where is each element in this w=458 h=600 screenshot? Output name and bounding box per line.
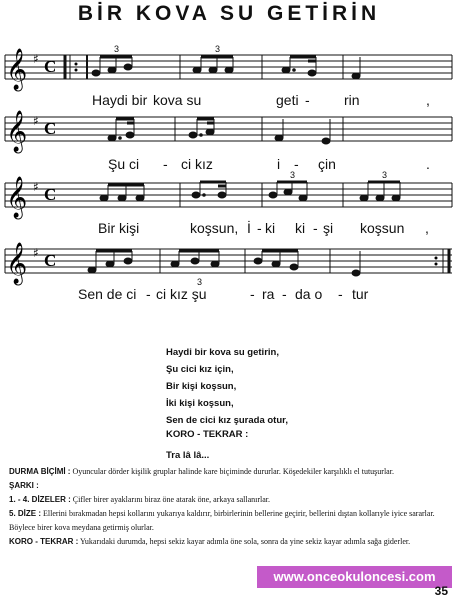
koro-tekrar-label: KORO - TEKRAR :: [9, 537, 79, 546]
treble-clef-icon: [6, 48, 27, 91]
syllable: -: [250, 286, 255, 302]
syllable: -: [305, 92, 310, 108]
treble-clef-icon: [6, 176, 27, 219]
svg-text:3: 3: [114, 44, 120, 54]
instructions: [9, 465, 449, 549]
svg-text:𝄞: 𝄞: [6, 243, 28, 284]
syllable: -: [294, 156, 299, 172]
key-signature-icon: [33, 246, 39, 260]
syllable: ra: [262, 286, 275, 302]
syllable: da o: [295, 286, 323, 302]
syllable: çin: [318, 156, 336, 172]
poem-line: Haydi bir kova su getirin,: [166, 347, 279, 358]
syllable: ci kız şu: [156, 286, 207, 302]
syllable: kova su: [153, 92, 202, 108]
syllable: tur: [352, 286, 369, 302]
key-signature-icon: [33, 180, 39, 194]
music-staff-4: [0, 236, 458, 286]
music-staff-1: [0, 42, 458, 92]
music-staff-3: [0, 170, 458, 220]
key-signature-icon: [33, 52, 39, 66]
poem-block: [166, 344, 288, 429]
poem-line: Bir kişi koşsun,: [166, 381, 237, 392]
svg-text:♯: ♯: [33, 246, 39, 260]
syllable: geti: [276, 92, 299, 108]
svg-text:C: C: [44, 185, 57, 204]
syllable: -: [282, 286, 287, 302]
svg-text:C: C: [44, 251, 57, 270]
syllable: -: [146, 286, 151, 302]
svg-text:𝄞: 𝄞: [6, 49, 28, 90]
key-signature-icon: [33, 114, 39, 128]
dizeler-label: 1. - 4. DİZELER :: [9, 495, 71, 504]
website-banner[interactable]: www.onceokuloncesi.com: [257, 566, 452, 588]
dizeler-text: Çifler birer ayaklarını biraz öne atarak öne, arkaya sallanırlar.: [72, 495, 271, 504]
time-signature-icon: [44, 57, 56, 76]
treble-clef-icon: [6, 242, 27, 285]
syllable: Haydi bir: [92, 92, 148, 108]
syllable: Bir kişi: [98, 220, 140, 236]
syllable: şi: [323, 220, 334, 236]
syllable: ki: [295, 220, 306, 236]
syllable: ,: [426, 92, 430, 108]
syllable: -: [257, 220, 262, 236]
syllable: Sen de ci: [78, 286, 137, 302]
syllable: -: [313, 220, 318, 236]
svg-text:3: 3: [382, 170, 388, 180]
svg-text:C: C: [44, 119, 57, 138]
svg-text:𝄞: 𝄞: [6, 111, 28, 152]
treble-clef-icon: [6, 110, 27, 153]
syllable: ,: [425, 220, 429, 236]
koro-tekrar-text: Yukarıdaki durumda, hepsi sekiz kayar adımla öne sola, sonra da yine sekiz kayar adımla sağa giderler.: [80, 537, 411, 546]
syllable: .: [426, 156, 430, 172]
syllable: rin: [344, 92, 360, 108]
time-signature-icon: [44, 119, 56, 138]
svg-text:𝄞: 𝄞: [6, 177, 28, 218]
notes-measure: [88, 251, 360, 287]
page-number: 35: [434, 584, 448, 598]
dize5-text: Ellerini bırakmadan hepsi kollarını yukarıya kaldırır, birbirlerinin bellerine geçirir, bellerini dıştan kollarıyle iyice sararlar. Böylece birer kova meydana getirmiş olurlar.: [9, 509, 435, 532]
syllable: koşsun: [360, 220, 405, 236]
svg-text:3: 3: [197, 277, 203, 287]
music-staff-2: [0, 104, 458, 154]
svg-text:C: C: [44, 57, 57, 76]
poem-line: İki kişi koşsun,: [166, 398, 234, 409]
svg-text:♯: ♯: [33, 114, 39, 128]
notes-measure: [100, 170, 400, 201]
time-signature-icon: [44, 251, 56, 270]
tra-la-line: Tra lâ lâ...: [166, 450, 210, 461]
syllable: ki: [265, 220, 276, 236]
time-signature-icon: [44, 185, 56, 204]
poem-line: Sen de cici kız şurada otur,: [166, 415, 288, 426]
svg-text:3: 3: [290, 170, 296, 180]
syllable: koşsun,: [190, 220, 239, 236]
dize5-label: 5. DİZE :: [9, 509, 42, 518]
durma-label: DURMA BİÇİMİ :: [9, 467, 71, 476]
song-title: BİR KOVA SU GETİRİN: [77, 2, 381, 25]
koro-heading: KORO - TEKRAR :: [166, 429, 249, 440]
syllable: i: [277, 156, 281, 172]
svg-text:♯: ♯: [33, 180, 39, 194]
sarki-label: ŞARKI :: [9, 481, 39, 490]
svg-text:3: 3: [215, 44, 221, 54]
durma-text: Oyuncular dörder kişilik gruplar halinde kare biçiminde dururlar. Köşedekiler karşılıklı el tutuşurlar.: [72, 467, 394, 476]
poem-line: Şu cici kız için,: [166, 364, 234, 375]
syllable: İ: [247, 220, 251, 236]
syllable: -: [338, 286, 343, 302]
svg-text:♯: ♯: [33, 52, 39, 66]
syllable: -: [163, 156, 168, 172]
syllable: Şu ci: [108, 156, 140, 172]
syllable: ci kız: [181, 156, 213, 172]
